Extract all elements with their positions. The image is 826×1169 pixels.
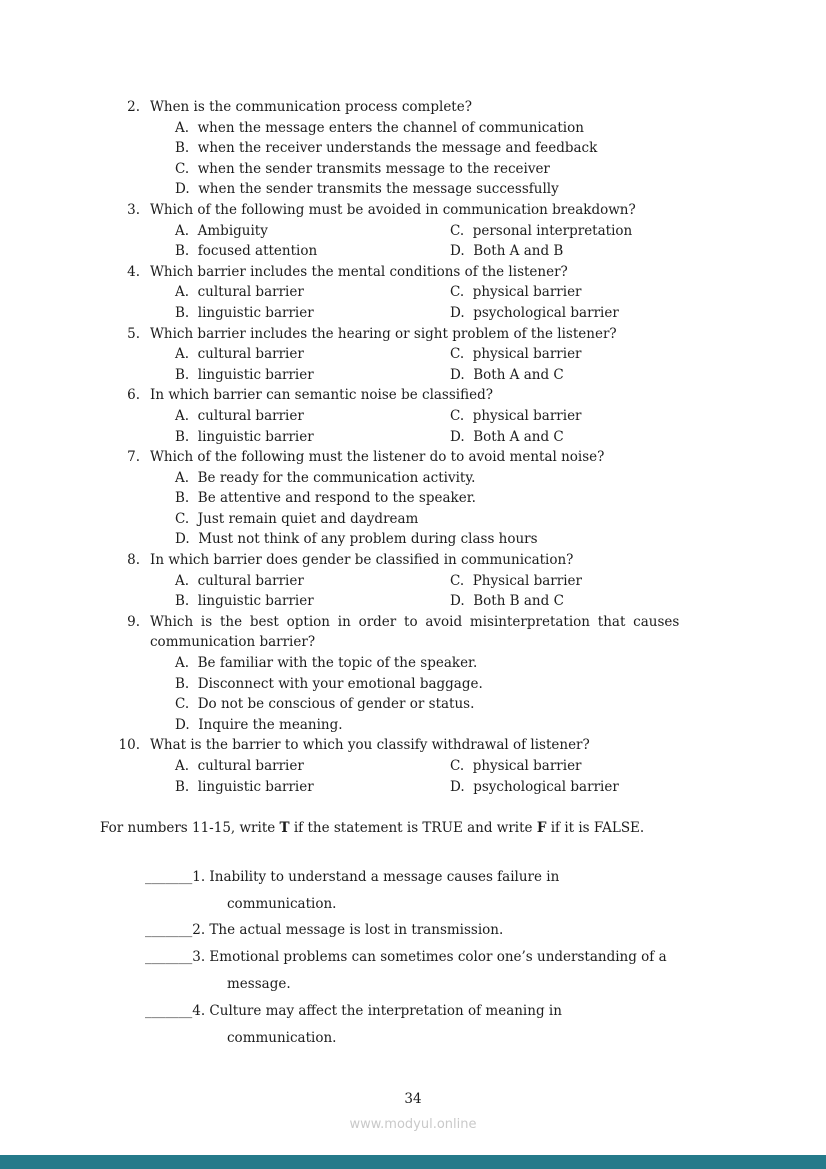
answer-option: C. when the sender transmits message to the receiver: [175, 160, 550, 177]
question-text: Which of the following must be avoided in communication breakdown?: [150, 201, 636, 218]
question-body: [150, 612, 728, 736]
question-body: [150, 200, 728, 262]
answer-option: B. Disconnect with your emotional baggage.: [175, 675, 483, 692]
answer-option-row: [175, 282, 728, 303]
answer-option-row: [175, 303, 728, 324]
tf-text-continued: message.: [227, 975, 291, 992]
answer-option: D. Must not think of any problem during class hours: [175, 531, 538, 548]
question-number: 5.: [127, 325, 140, 342]
tf-statement: [145, 998, 728, 1025]
question-3: [100, 200, 728, 262]
instruction-text: For numbers 11-15, write: [100, 820, 280, 837]
answer-option: A. cultural barrier: [175, 758, 304, 774]
question-8: [100, 550, 728, 612]
answer-option-row: [175, 777, 728, 798]
answer-option: C. physical barrier: [450, 346, 582, 363]
answer-option: C. Physical barrier: [450, 572, 582, 589]
question-number: 6.: [127, 387, 140, 404]
tf-statement: [145, 864, 728, 891]
page-number: 34: [404, 1091, 422, 1107]
answer-option-row: [175, 756, 728, 777]
answer-option: A. Ambiguity: [175, 222, 268, 239]
answer-option: D. psychological barrier: [450, 304, 619, 321]
answer-option: A. cultural barrier: [175, 407, 304, 424]
question-number: 9.: [127, 613, 140, 630]
answer-option: A. cultural barrier: [175, 572, 304, 589]
question-6: [100, 385, 728, 447]
question-body: [150, 324, 728, 386]
answer-option-row: [175, 406, 728, 427]
answer-option-row: [175, 427, 728, 448]
question-number: 4.: [127, 263, 140, 280]
answer-blank: _______: [145, 922, 193, 939]
question-text: Which barrier includes the mental conditions of the listener?: [150, 263, 568, 280]
instruction-false-letter: F: [536, 820, 547, 837]
question-text: In which barrier can semantic noise be classified?: [150, 387, 493, 404]
question-body: [150, 385, 728, 447]
question-number: 8.: [127, 552, 140, 569]
question-text-continued: communication barrier?: [150, 634, 316, 651]
answer-option: A. Be ready for the communication activity.: [175, 469, 476, 486]
answer-option: B. linguistic barrier: [175, 428, 314, 445]
answer-option: C. Just remain quiet and daydream: [175, 510, 419, 527]
tf-text: 2. The actual message is lost in transmission.: [192, 922, 504, 939]
answer-option: D. Both B and C: [450, 593, 564, 610]
question-text: Which barrier includes the hearing or sight problem of the listener?: [150, 325, 617, 342]
tf-text-continued: communication.: [227, 1029, 337, 1046]
question-number: 3.: [127, 201, 140, 218]
question-body: [150, 97, 728, 200]
answer-option-row: [175, 221, 728, 242]
answer-option: B. linguistic barrier: [175, 366, 314, 383]
answer-option: C. personal interpretation: [450, 222, 633, 239]
answer-option: C. physical barrier: [450, 284, 582, 301]
answer-blank: _______: [145, 1002, 193, 1019]
tf-text-continued: communication.: [227, 895, 337, 912]
answer-blank: _______: [145, 868, 193, 885]
answer-option: A. cultural barrier: [175, 284, 304, 301]
instruction-true-letter: T: [279, 820, 290, 837]
question-text: When is the communication process complete?: [150, 99, 472, 115]
question-text: Which is the best option in order to avoid misinterpretation that causes: [150, 613, 680, 630]
tf-statement: [145, 944, 728, 971]
question-text: In which barrier does gender be classified in communication?: [150, 552, 574, 569]
question-2: [100, 97, 728, 200]
instruction-text: if the statement is TRUE and write: [289, 820, 537, 837]
question-number: 2.: [127, 99, 140, 115]
answer-option-row: [175, 344, 728, 365]
question-body: [150, 262, 728, 324]
question-7: [100, 447, 728, 550]
tf-item-3: [145, 944, 728, 998]
question-9: [100, 612, 728, 736]
footer-bar: [0, 1155, 826, 1169]
answer-option: B. when the receiver understands the message and feedback: [175, 140, 598, 157]
question-number: 10.: [118, 737, 140, 754]
tf-text: 1. Inability to understand a message causes failure in: [192, 868, 560, 885]
answer-option: D. Inquire the meaning.: [175, 716, 343, 733]
answer-option: C. physical barrier: [450, 407, 582, 424]
answer-option: A. Be familiar with the topic of the speaker.: [175, 655, 478, 672]
answer-option: D. Both A and C: [450, 366, 564, 383]
question-number: 7.: [127, 449, 140, 466]
answer-option: D. Both A and C: [450, 428, 564, 445]
true-false-section: [145, 864, 728, 1052]
tf-item-4: [145, 998, 728, 1052]
answer-option: A. when the message enters the channel of communication: [175, 119, 584, 136]
question-10: [100, 735, 728, 797]
answer-blank: _______: [145, 949, 193, 966]
watermark: www.modyul.online: [349, 1117, 477, 1132]
answer-option: C. Do not be conscious of gender or status.: [175, 696, 475, 713]
tf-text: 4. Culture may affect the interpretation of meaning in: [192, 1002, 562, 1019]
question-4: [100, 262, 728, 324]
question-text: What is the barrier to which you classify withdrawal of listener?: [150, 737, 590, 754]
answer-option: D. psychological barrier: [450, 778, 619, 795]
answer-option-row: [175, 591, 728, 612]
answer-option: D. when the sender transmits the message successfully: [175, 181, 559, 198]
answer-option-row: [175, 571, 728, 592]
tf-statement: [145, 917, 728, 944]
answer-option: D. Both A and B: [450, 243, 564, 260]
question-text: Which of the following must the listener do to avoid mental noise?: [150, 449, 605, 466]
true-false-instruction: [100, 818, 728, 839]
answer-option-row: [175, 241, 728, 262]
instruction-text: if it is FALSE.: [546, 820, 645, 837]
tf-text: 3. Emotional problems can sometimes color one’s understanding of a: [192, 949, 667, 966]
question-body: [150, 447, 728, 550]
tf-item-1: [145, 864, 728, 918]
answer-option: C. physical barrier: [450, 758, 582, 774]
answer-option: B. linguistic barrier: [175, 593, 314, 610]
tf-item-2: [145, 917, 728, 944]
answer-option: A. cultural barrier: [175, 346, 304, 363]
question-5: [100, 324, 728, 386]
answer-option: B. linguistic barrier: [175, 304, 314, 321]
question-body: [150, 735, 728, 797]
answer-option: B. linguistic barrier: [175, 778, 314, 795]
question-body: [150, 550, 728, 612]
answer-option: B. Be attentive and respond to the speaker.: [175, 490, 476, 507]
answer-option-row: [175, 365, 728, 386]
answer-option: B. focused attention: [175, 243, 318, 260]
